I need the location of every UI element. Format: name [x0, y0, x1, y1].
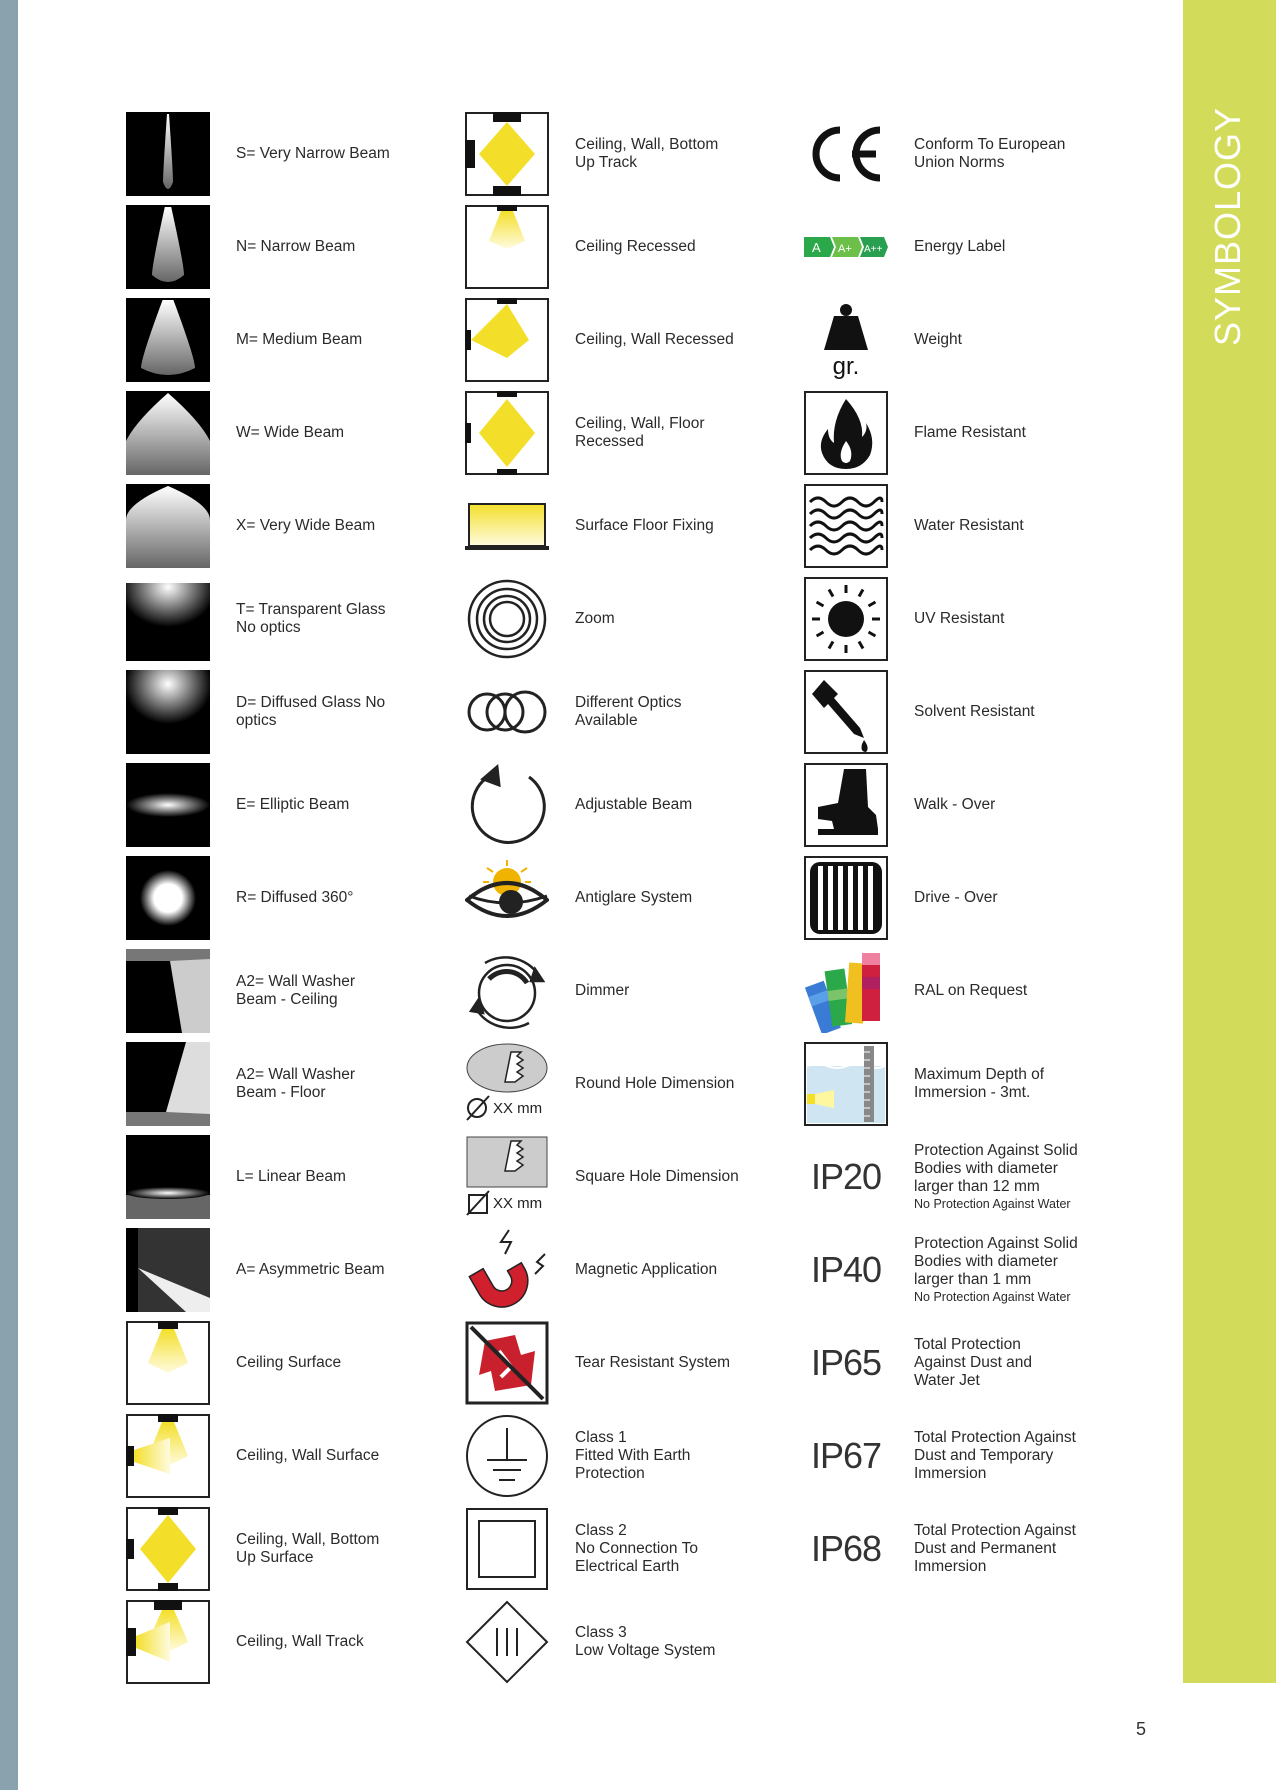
symbol-row: [804, 1316, 1078, 1409]
symbol-label-text: Total Protection Against Dust and Water Jet: [914, 1335, 1033, 1389]
symbol-row: [804, 386, 1078, 479]
symbol-label: [575, 415, 705, 451]
symbol-label-text: S= Very Narrow Beam: [236, 144, 390, 162]
symbol-label: [575, 1354, 730, 1372]
symbol-row: [465, 851, 739, 944]
symbol-label: [575, 796, 692, 814]
ceiling-wall-surface-icon: [126, 1414, 210, 1498]
symbol-label: [236, 796, 349, 814]
symbol-row: [126, 1502, 390, 1595]
symbol-label-text: M= Medium Beam: [236, 330, 363, 348]
symbol-row: [126, 1409, 390, 1502]
symbol-label-text: D= Diffused Glass No optics: [236, 693, 386, 729]
symbol-label: [575, 1261, 717, 1279]
symbol-label-text: Square Hole Dimension: [575, 1167, 739, 1185]
symbol-label: [236, 694, 385, 730]
energy-class-a-plus: A+: [838, 242, 852, 255]
page-number: 5: [1136, 1719, 1147, 1739]
adjustable-beam-icon: [465, 763, 549, 847]
medium-beam-icon: [126, 298, 210, 382]
symbol-label: [575, 1168, 739, 1186]
ceiling-wall-track-icon: [126, 1600, 210, 1684]
symbol-label: [914, 331, 962, 349]
symbol-label: [575, 136, 718, 172]
ceiling-surface-icon: [126, 1321, 210, 1405]
symbol-label: [236, 238, 355, 256]
symbol-label-text: X= Very Wide Beam: [236, 516, 376, 534]
symbol-label-text: Total Protection Against Dust and Temporary Immersion: [914, 1428, 1076, 1482]
round-hole-size-text: XX mm: [493, 1099, 543, 1117]
square-hole-size-text: XX mm: [493, 1194, 543, 1212]
symbol-label-text: Flame Resistant: [914, 423, 1026, 441]
symbol-label: [236, 1261, 385, 1279]
symbol-label: [914, 1336, 1032, 1390]
symbol-row: [465, 479, 739, 572]
symbol-label-text: Antiglare System: [575, 888, 693, 906]
narrow-beam-icon: [126, 205, 210, 289]
symbol-label-text: Ceiling, Wall, Bottom Up Surface: [236, 1530, 380, 1566]
square-hole-saw-icon: [465, 1135, 549, 1219]
symbol-row: [126, 386, 390, 479]
ral-swatch-icon: [804, 949, 888, 1033]
diffused-360-icon: [126, 856, 210, 940]
symbol-label: [236, 424, 344, 442]
symbol-label-text: A2= Wall Washer Beam - Floor: [236, 1065, 356, 1101]
symbol-label: [914, 796, 995, 814]
symbol-label: [914, 1142, 1078, 1212]
wall-washer-floor-icon: [126, 1042, 210, 1126]
transparent-glass-icon: [126, 577, 210, 661]
symbol-label-text: Protection Against Solid Bodies with diameter larger than 1 mm: [914, 1234, 1078, 1288]
class2-double-square-icon: [465, 1507, 549, 1591]
energy-class-a: A: [812, 239, 821, 255]
symbol-label-text: Ceiling, Wall, Floor Recessed: [575, 414, 705, 450]
symbol-label: [914, 889, 998, 907]
symbol-label: [236, 1633, 364, 1651]
symbol-row: [126, 851, 390, 944]
symbol-label-text: Class 3 Low Voltage System: [575, 1623, 716, 1659]
symbol-label: [236, 1447, 379, 1465]
symbol-label-text: Different Optics Available: [575, 693, 682, 729]
symbol-label: [914, 1235, 1078, 1305]
symbol-row: [465, 1223, 739, 1316]
symbol-label-text: Total Protection Against Dust and Permanent Immersion: [914, 1521, 1076, 1575]
sun-uv-icon: [804, 577, 888, 661]
diffused-glass-icon: [126, 670, 210, 754]
symbol-label: [236, 517, 375, 535]
ip40-icon: IP40: [810, 1248, 882, 1290]
linear-beam-icon: [126, 1135, 210, 1219]
symbol-label-text: RAL on Request: [914, 981, 1028, 999]
sidebar-title: [1182, 96, 1276, 356]
symbol-row: [804, 758, 1078, 851]
symbol-label: [575, 238, 696, 256]
symbol-label-text: A= Asymmetric Beam: [236, 1260, 385, 1278]
symbol-row: [465, 944, 739, 1037]
symbol-row: [804, 665, 1078, 758]
energy-class-a-plus-plus: A++: [864, 243, 883, 255]
weight-unit-text: gr.: [832, 352, 860, 380]
symbol-note-text: No Protection Against Water: [914, 1289, 1071, 1304]
symbol-label: [914, 1066, 1044, 1102]
symbol-row: [465, 1409, 739, 1502]
symbol-label: [575, 1624, 715, 1660]
symbol-label-text: W= Wide Beam: [236, 423, 345, 441]
symbol-row: [465, 107, 739, 200]
symbol-row: [126, 107, 390, 200]
ip40-icon: [804, 1228, 888, 1312]
symbol-row: [804, 944, 1078, 1037]
symbol-label-text: Adjustable Beam: [575, 795, 693, 813]
ce-mark-icon: [804, 112, 888, 196]
sidebar-title-text: SYMBOLOGY: [1207, 106, 1248, 346]
symbol-row: [126, 200, 390, 293]
immersion-depth-icon: [804, 1042, 888, 1126]
symbol-label: [236, 145, 390, 163]
symbol-label: [236, 973, 355, 1009]
symbol-label-text: UV Resistant: [914, 609, 1005, 627]
symbol-row: [126, 1130, 390, 1223]
ceiling-wall-recessed-icon: [465, 298, 549, 382]
symbol-label-text: Ceiling, Wall Recessed: [575, 330, 734, 348]
symbol-label-text: Class 1 Fitted With Earth Protection: [575, 1428, 691, 1482]
antiglare-eye-icon: [465, 856, 549, 940]
dropper-icon: [804, 670, 888, 754]
symbol-label-text: Energy Label: [914, 237, 1006, 255]
left-edge-bar: [0, 0, 18, 1790]
symbol-row: [804, 1037, 1078, 1130]
symbol-label: [914, 424, 1026, 442]
symbol-row: [804, 293, 1078, 386]
symbol-row: [465, 200, 739, 293]
symbol-row: [126, 1037, 390, 1130]
symbol-label-text: Surface Floor Fixing: [575, 516, 714, 534]
symbol-label-text: N= Narrow Beam: [236, 237, 356, 255]
elliptic-beam-icon: [126, 763, 210, 847]
symbol-row: [804, 1130, 1078, 1223]
symbol-label: [914, 703, 1035, 721]
weight-icon: [804, 298, 888, 382]
symbol-label-text: Water Resistant: [914, 516, 1024, 534]
symbol-label-text: Maximum Depth of Immersion - 3mt.: [914, 1065, 1045, 1101]
symbol-label-text: Walk - Over: [914, 795, 996, 813]
symbol-label: [575, 517, 714, 535]
symbol-label-text: Drive - Over: [914, 888, 998, 906]
energy-label-icon: [804, 205, 888, 289]
installation-and-features-column: [465, 107, 739, 1688]
symbol-label-text: Ceiling, Wall Track: [236, 1632, 364, 1650]
symbol-label-text: Protection Against Solid Bodies with diameter larger than 12 mm: [914, 1141, 1078, 1195]
magnet-icon: [465, 1228, 549, 1312]
ip65-icon: IP65: [810, 1341, 882, 1383]
ceiling-wall-bottom-up-surface-icon: [126, 1507, 210, 1591]
symbol-label: [236, 1066, 355, 1102]
ip65-icon: [804, 1321, 888, 1405]
different-optics-icon: [465, 670, 549, 754]
symbol-row: [465, 293, 739, 386]
symbol-label-text: L= Linear Beam: [236, 1167, 346, 1185]
symbol-label-text: Class 2 No Connection To Electrical Earth: [575, 1521, 698, 1575]
wall-washer-ceiling-icon: [126, 949, 210, 1033]
ceiling-recessed-icon: [465, 205, 549, 289]
symbol-label: [236, 1168, 346, 1186]
class3-low-voltage-icon: [465, 1600, 549, 1684]
symbol-row: [804, 572, 1078, 665]
symbol-label: [575, 889, 692, 907]
symbol-label: [575, 1075, 734, 1093]
ip67-icon: [804, 1414, 888, 1498]
symbol-label-text: Tear Resistant System: [575, 1353, 731, 1371]
symbol-label: [575, 982, 629, 1000]
symbol-row: [126, 572, 390, 665]
symbol-row: [465, 1595, 739, 1688]
symbol-label: [236, 1354, 341, 1372]
water-waves-icon: [804, 484, 888, 568]
ip68-icon: IP68: [810, 1527, 882, 1569]
tyre-icon: [804, 856, 888, 940]
symbol-label-text: Zoom: [575, 609, 615, 627]
symbol-row: [465, 572, 739, 665]
symbol-label: [575, 610, 615, 628]
symbol-row: [465, 1316, 739, 1409]
symbol-row: [804, 1409, 1078, 1502]
ip68-icon: [804, 1507, 888, 1591]
symbol-row: [126, 1223, 390, 1316]
symbol-row: [465, 1037, 739, 1130]
symbol-note-text: No Protection Against Water: [914, 1196, 1071, 1211]
symbol-label-text: T= Transparent Glass No optics: [236, 600, 386, 636]
symbol-label-text: Weight: [914, 330, 962, 348]
symbol-row: [465, 386, 739, 479]
symbol-row: [126, 1595, 390, 1688]
surface-floor-fixing-icon: [465, 484, 549, 568]
symbol-row: [126, 665, 390, 758]
very-narrow-beam-icon: [126, 112, 210, 196]
symbol-row: [126, 293, 390, 386]
ip20-icon: [804, 1135, 888, 1219]
symbol-label: [914, 1429, 1076, 1483]
asymmetric-beam-icon: [126, 1228, 210, 1312]
symbol-row: [465, 665, 739, 758]
flame-icon: [804, 391, 888, 475]
symbol-row: [804, 200, 1078, 293]
symbol-label: [236, 331, 362, 349]
symbol-label-text: Conform To European Union Norms: [914, 135, 1066, 171]
symbol-row: [804, 1502, 1078, 1595]
symbol-label-text: Ceiling, Wall, Bottom Up Track: [575, 135, 719, 171]
symbol-label: [575, 694, 682, 730]
symbol-label-text: E= Elliptic Beam: [236, 795, 350, 813]
zoom-icon: [465, 577, 549, 661]
symbol-row: [804, 107, 1078, 200]
symbol-label: [914, 238, 1005, 256]
symbol-label: [575, 1522, 698, 1576]
symbol-row: [804, 1223, 1078, 1316]
symbol-row: [126, 758, 390, 851]
symbol-row: [804, 479, 1078, 572]
ip20-icon: IP20: [810, 1155, 882, 1197]
symbol-label-text: Magnetic Application: [575, 1260, 718, 1278]
class1-earth-icon: [465, 1414, 549, 1498]
dimmer-icon: [465, 949, 549, 1033]
symbol-label-text: Ceiling, Wall Surface: [236, 1446, 380, 1464]
symbol-label-text: R= Diffused 360°: [236, 888, 354, 906]
symbol-label: [914, 517, 1024, 535]
very-wide-beam-icon: [126, 484, 210, 568]
symbol-row: [126, 479, 390, 572]
ip67-icon: IP67: [810, 1434, 882, 1476]
symbol-label-text: A2= Wall Washer Beam - Ceiling: [236, 972, 356, 1008]
symbol-row: [126, 1316, 390, 1409]
symbol-label: [914, 610, 1004, 628]
symbol-label-text: Round Hole Dimension: [575, 1074, 735, 1092]
boot-icon: [804, 763, 888, 847]
ceiling-wall-floor-recessed-icon: [465, 391, 549, 475]
symbol-label: [575, 331, 734, 349]
certification-and-protection-column: [804, 107, 1078, 1595]
symbol-label: [914, 1522, 1076, 1576]
symbol-row: [804, 851, 1078, 944]
round-hole-saw-icon: [465, 1042, 549, 1126]
symbol-row: [465, 1502, 739, 1595]
symbol-label-text: Ceiling Surface: [236, 1353, 342, 1371]
beam-and-mounting-column: [126, 107, 390, 1688]
symbol-label: [914, 982, 1027, 1000]
symbol-label: [914, 136, 1065, 172]
symbol-label: [236, 889, 354, 907]
symbol-row: [126, 944, 390, 1037]
symbol-label-text: Dimmer: [575, 981, 630, 999]
symbol-label: [575, 1429, 690, 1483]
tear-resistant-icon: [465, 1321, 549, 1405]
symbol-label: [236, 1531, 379, 1567]
symbol-label: [236, 601, 385, 637]
ceiling-wall-bottom-up-track-icon: [465, 112, 549, 196]
symbol-label-text: Solvent Resistant: [914, 702, 1035, 720]
symbol-label-text: Ceiling Recessed: [575, 237, 696, 255]
symbol-row: [465, 1130, 739, 1223]
wide-beam-icon: [126, 391, 210, 475]
symbol-row: [465, 758, 739, 851]
